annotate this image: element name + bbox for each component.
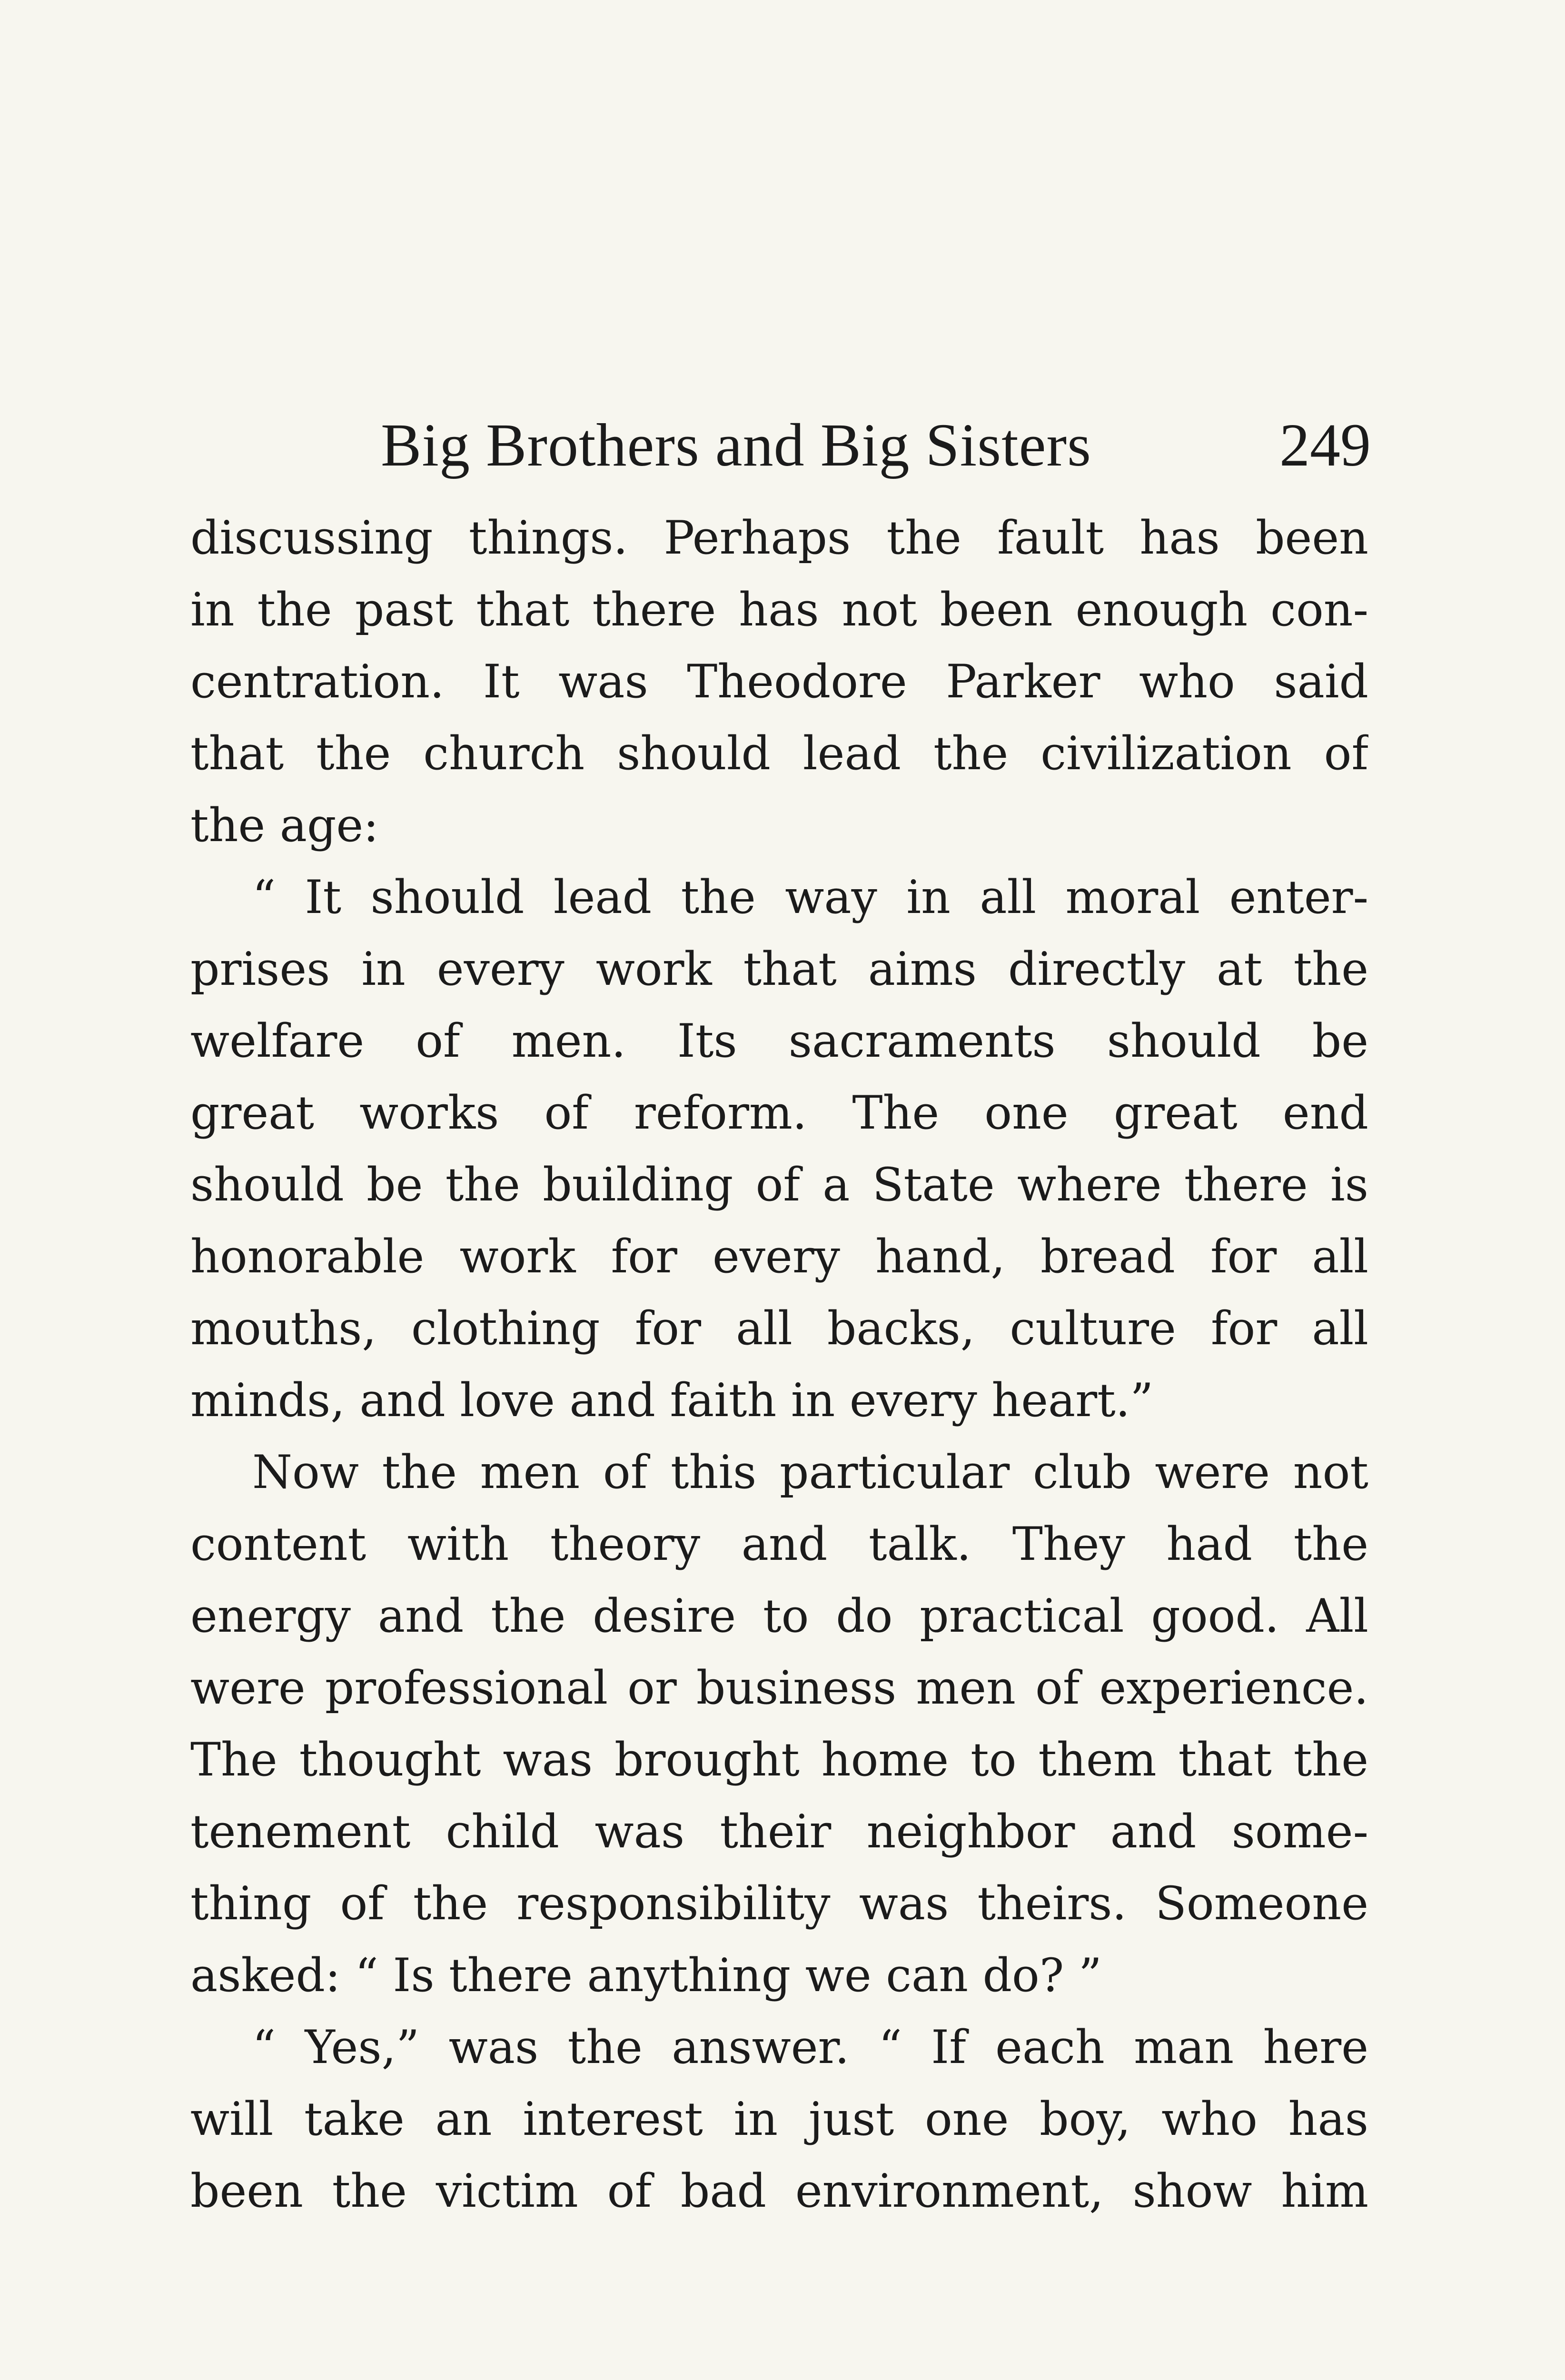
- text-line: mouths, clothing for all backs, culture for all: [190, 1302, 1368, 1355]
- text-line: in the past that there has not been enough con-: [190, 583, 1368, 636]
- text-line: will take an interest in just one boy, who has: [190, 2092, 1368, 2146]
- text-line: the age:: [190, 799, 379, 852]
- text-line: prises in every work that aims directly at the: [190, 942, 1368, 996]
- text-line: thing of the responsibility was theirs. Someone: [190, 1877, 1368, 1930]
- text-line: been the victim of bad environment, show him: [190, 2164, 1368, 2218]
- text-line: content with theory and talk. They had the: [190, 1517, 1368, 1571]
- body-text: [190, 502, 1368, 2227]
- text-line: “ It should lead the way in all moral enter-: [252, 871, 1368, 924]
- text-line: honorable work for every hand, bread for all: [190, 1230, 1368, 1283]
- text-line: great works of reform. The one great end: [190, 1086, 1368, 1140]
- page-number: 249: [1279, 411, 1371, 479]
- page-header: [381, 405, 1371, 486]
- text-line: tenement child was their neighbor and some-: [190, 1805, 1368, 1858]
- text-line: asked: “ Is there anything we can do? ”: [190, 1949, 1102, 2002]
- text-line: that the church should lead the civilization of: [190, 727, 1368, 780]
- text-line: should be the building of a State where there is: [190, 1158, 1368, 1211]
- text-line: The thought was brought home to them that the: [190, 1733, 1368, 1786]
- text-line: were professional or business men of experience.: [190, 1661, 1368, 1715]
- text-line: “ Yes,” was the answer. “ If each man here: [252, 2021, 1368, 2074]
- text-line: Now the men of this particular club were not: [252, 1446, 1368, 1499]
- text-line: energy and the desire to do practical good. All: [190, 1589, 1368, 1643]
- running-title: Big Brothers and Big Sisters: [381, 411, 1091, 479]
- text-line: discussing things. Perhaps the fault has been: [190, 511, 1368, 565]
- text-line: welfare of men. Its sacraments should be: [190, 1014, 1368, 1068]
- text-line: centration. It was Theodore Parker who said: [190, 655, 1368, 708]
- text-line: minds, and love and faith in every heart.”: [190, 1374, 1154, 1427]
